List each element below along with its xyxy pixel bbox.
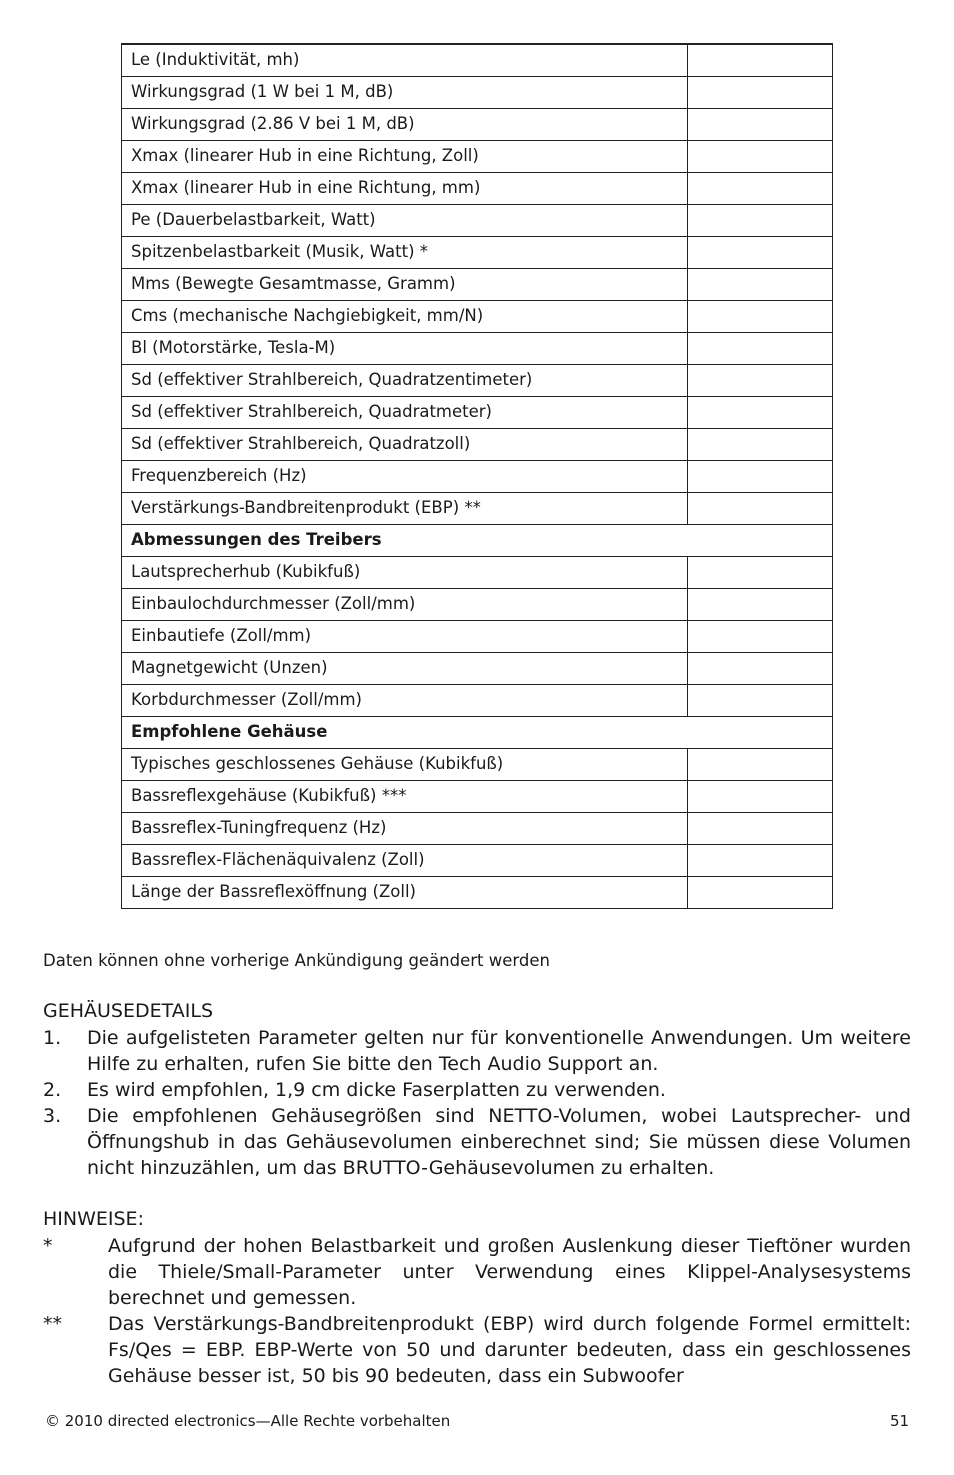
parameter-label: Korbdurchmesser (Zoll/mm) <box>122 684 688 716</box>
notes-list <box>43 1233 911 1389</box>
parameter-value <box>688 44 833 76</box>
section-header: Abmessungen des Treibers <box>122 524 833 556</box>
table-row <box>122 300 833 332</box>
note-mark: * <box>43 1235 53 1257</box>
parameter-label: Sd (effektiver Strahlbereich, Quadratmeter) <box>122 396 688 428</box>
table-row <box>122 44 833 76</box>
table-row <box>122 748 833 780</box>
parameter-value <box>688 588 833 620</box>
parameter-value <box>688 428 833 460</box>
parameter-value <box>688 748 833 780</box>
enclosure-details-heading: GEHÄUSEDETAILS <box>43 1000 213 1022</box>
table-row <box>122 844 833 876</box>
parameter-value <box>688 204 833 236</box>
parameter-label: Magnetgewicht (Unzen) <box>122 652 688 684</box>
table-row <box>122 780 833 812</box>
parameter-label: Sd (effektiver Strahlbereich, Quadratzentimeter) <box>122 364 688 396</box>
parameter-value <box>688 108 833 140</box>
note-mark: ** <box>43 1313 62 1335</box>
parameter-value <box>688 812 833 844</box>
table-row <box>122 876 833 908</box>
parameter-label: Einbautiefe (Zoll/mm) <box>122 620 688 652</box>
parameter-value <box>688 332 833 364</box>
list-text: Die empfohlenen Gehäusegrößen sind NETTO-Volumen, wobei Lautsprecher- und Öffnungshub in das Gehäusevolumen einberechnet sind; Sie müssen diese Volumen nicht hinzuzählen, um das BRUTTO-Gehäusevolumen zu erhalten. <box>87 1105 911 1179</box>
parameter-label: Bl (Motorstärke, Tesla-M) <box>122 332 688 364</box>
parameter-value <box>688 780 833 812</box>
table-row <box>122 108 833 140</box>
spec-table-body <box>122 44 833 908</box>
section-header: Empfohlene Gehäuse <box>122 716 833 748</box>
parameter-label: Bassreflex-Tuningfrequenz (Hz) <box>122 812 688 844</box>
parameter-label: Bassreflex-Flächenäquivalenz (Zoll) <box>122 844 688 876</box>
parameter-value <box>688 76 833 108</box>
parameter-value <box>688 236 833 268</box>
notes-heading: HINWEISE: <box>43 1208 144 1230</box>
table-row <box>122 140 833 172</box>
note-text: Das Verstärkungs-Bandbreitenprodukt (EBP) wird durch folgende Formel ermittelt: Fs/Qes = EBP. EBP-Werte von 50 und darunter bedeuten, dass ein geschlossenes Gehäuse besser ist, 50 bis 90 bedeuten, dass ein Subwoofer <box>108 1313 911 1387</box>
enclosure-details-list <box>43 1025 911 1181</box>
parameter-label: Xmax (linearer Hub in eine Richtung, mm) <box>122 172 688 204</box>
parameter-label: Xmax (linearer Hub in eine Richtung, Zoll) <box>122 140 688 172</box>
list-text: Die aufgelisteten Parameter gelten nur für konventionelle Anwendungen. Um weitere Hilfe zu erhalten, rufen Sie bitte den Tech Audio Support an. <box>87 1027 911 1075</box>
parameter-label: Mms (Bewegte Gesamtmasse, Gramm) <box>122 268 688 300</box>
section-header-row <box>122 524 833 556</box>
table-row <box>122 460 833 492</box>
page-number: 51 <box>890 1412 910 1430</box>
list-number: 3. <box>43 1105 62 1127</box>
parameter-value <box>688 492 833 524</box>
parameter-label: Sd (effektiver Strahlbereich, Quadratzoll) <box>122 428 688 460</box>
table-row <box>122 396 833 428</box>
parameter-value <box>688 396 833 428</box>
parameter-value <box>688 652 833 684</box>
parameter-label: Pe (Dauerbelastbarkeit, Watt) <box>122 204 688 236</box>
table-row <box>122 332 833 364</box>
table-row <box>122 172 833 204</box>
parameter-label: Wirkungsgrad (2.86 V bei 1 M, dB) <box>122 108 688 140</box>
parameter-label: Spitzenbelastbarkeit (Musik, Watt) * <box>122 236 688 268</box>
table-row <box>122 556 833 588</box>
parameter-value <box>688 460 833 492</box>
table-row <box>122 236 833 268</box>
parameter-label: Bassreflexgehäuse (Kubikfuß) *** <box>122 780 688 812</box>
table-row <box>122 204 833 236</box>
table-row <box>122 652 833 684</box>
table-row <box>122 684 833 716</box>
parameter-value <box>688 140 833 172</box>
list-item <box>43 1077 911 1103</box>
parameter-label: Länge der Bassreflexöffnung (Zoll) <box>122 876 688 908</box>
parameter-value <box>688 172 833 204</box>
parameter-label: Einbaulochdurchmesser (Zoll/mm) <box>122 588 688 620</box>
table-row <box>122 588 833 620</box>
spec-table <box>121 43 833 909</box>
parameter-label: Verstärkungs-Bandbreitenprodukt (EBP) ** <box>122 492 688 524</box>
parameter-value <box>688 844 833 876</box>
note-item <box>43 1233 911 1311</box>
section-header-row <box>122 716 833 748</box>
table-row <box>122 364 833 396</box>
note-item <box>43 1311 911 1389</box>
parameter-value <box>688 876 833 908</box>
parameter-label: Frequenzbereich (Hz) <box>122 460 688 492</box>
parameter-label: Typisches geschlossenes Gehäuse (Kubikfuß) <box>122 748 688 780</box>
parameter-value <box>688 300 833 332</box>
disclaimer-text: Daten können ohne vorherige Ankündigung geändert werden <box>43 951 550 970</box>
parameter-value <box>688 268 833 300</box>
footer-copyright: © 2010 directed electronics—Alle Rechte vorbehalten <box>45 1412 451 1430</box>
table-row <box>122 268 833 300</box>
note-text: Aufgrund der hohen Belastbarkeit und großen Auslenkung dieser Tieftöner wurden die Thiele/Small-Parameter unter Verwendung eines Klippel-Analysesystems berechnet und gemessen. <box>108 1235 911 1309</box>
table-row <box>122 428 833 460</box>
list-item <box>43 1025 911 1077</box>
parameter-label: Lautsprecherhub (Kubikfuß) <box>122 556 688 588</box>
table-row <box>122 812 833 844</box>
table-row <box>122 620 833 652</box>
parameter-value <box>688 364 833 396</box>
list-number: 2. <box>43 1079 62 1101</box>
parameter-value <box>688 684 833 716</box>
table-row <box>122 76 833 108</box>
parameter-label: Wirkungsgrad (1 W bei 1 M, dB) <box>122 76 688 108</box>
list-item <box>43 1103 911 1181</box>
table-row <box>122 492 833 524</box>
parameter-value <box>688 556 833 588</box>
parameter-label: Cms (mechanische Nachgiebigkeit, mm/N) <box>122 300 688 332</box>
list-number: 1. <box>43 1027 62 1049</box>
parameter-label: Le (Induktivität, mh) <box>122 44 688 76</box>
parameter-value <box>688 620 833 652</box>
list-text: Es wird empfohlen, 1,9 cm dicke Faserplatten zu verwenden. <box>87 1079 666 1101</box>
